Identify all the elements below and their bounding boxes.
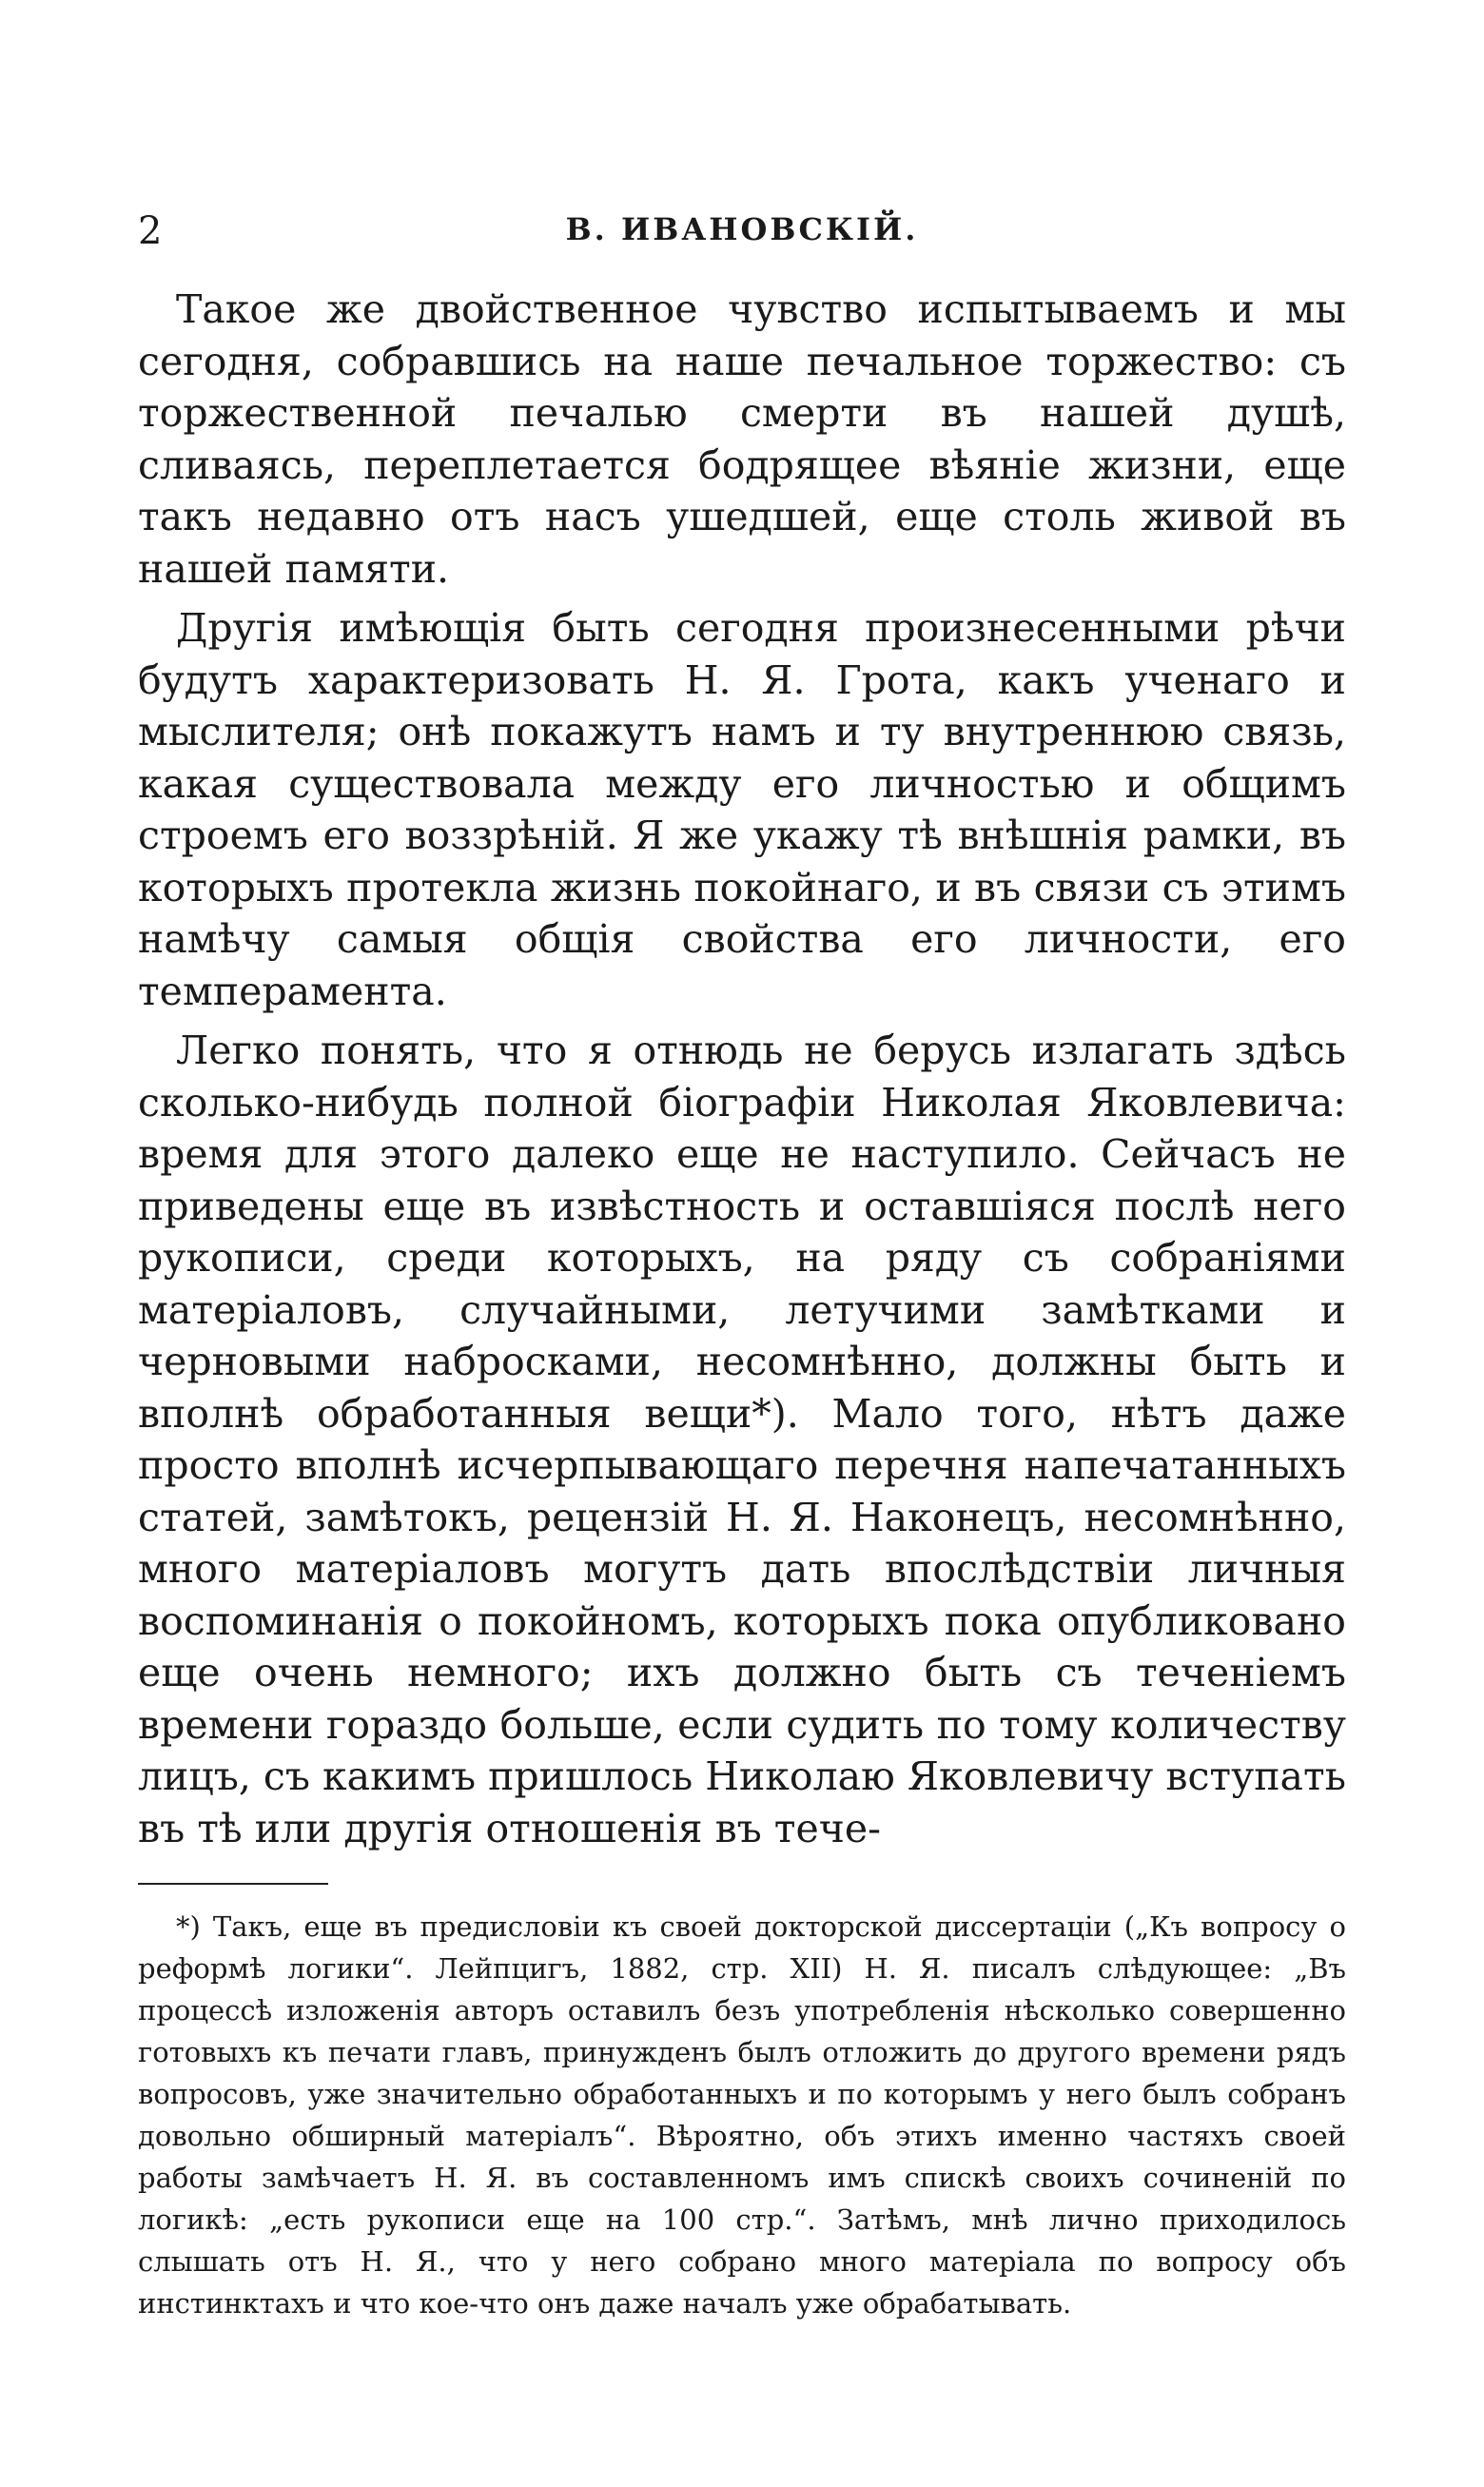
body-text — [138, 284, 1346, 1854]
footnote-divider — [138, 1883, 328, 1885]
book-page — [138, 200, 1346, 2324]
page-header — [138, 200, 1346, 257]
paragraph-3: Легко понять, что я отнюдь не берусь излагать здѣсь сколько-нибудь полной біографіи Николая Яковлевича: время для этого далеко еще не наступило. Сейчасъ не приведены еще въ извѣстность и оставшіяся послѣ него рукописи, среди которыхъ, на ряду съ собраніями матеріаловъ, случайными, летучими замѣтками и черновыми набросками, несомнѣнно, должны быть и вполнѣ обработанныя вещи*). Мало того, нѣтъ даже просто вполнѣ исчерпывающаго перечня напечатанныхъ статей, замѣтокъ, рецензій Н. Я. Наконецъ, несомнѣнно, много матеріаловъ могутъ дать впослѣдствіи личныя воспоминанія о покойномъ, которыхъ пока опубликовано еще очень немного; ихъ должно быть съ теченіемъ времени гораздо больше, если судить по тому количеству лицъ, съ какимъ пришлось Николаю Яковлевичу вступать въ тѣ или другія отношенія въ тече- — [138, 1028, 1346, 1851]
page-number: 2 — [138, 209, 163, 253]
running-title: В. ИВАНОВСКІЙ. — [565, 211, 919, 247]
paragraph-2: Другія имѣющія быть сегодня произнесенными рѣчи будутъ характеризовать Н. Я. Грота, какъ ученаго и мыслителя; онѣ покажутъ намъ и ту внутреннюю связь, какая существовала между его личностью и общимъ строемъ его воззрѣній. Я же укажу тѣ внѣшнія рамки, въ которыхъ протекла жизнь покойнаго, и въ связи съ этимъ намѣчу самыя общія свойства его личности, его темперамента. — [138, 605, 1346, 1014]
paragraph-1: Такое же двойственное чувство испытываемъ и мы сегодня, собравшись на наше печальное торжество: съ торжественной печалью смерти въ нашей душѣ, сливаясь, переплетается бодрящее вѣяніе жизни, еще такъ недавно отъ насъ ушедшей, еще столь живой въ нашей памяти. — [138, 286, 1346, 592]
footnote: *) Такъ, еще въ предисловіи къ своей докторской диссертаціи („Къ вопросу о реформѣ логики“. Лейпцигъ, 1882, стр. XII) Н. Я. писалъ слѣдующее: „Въ процессѣ изложенія авторъ оставилъ безъ употребленія нѣсколько совершенно готовыхъ къ печати главъ, принужденъ былъ отложить до другого времени рядъ вопросовъ, уже значительно обработанныхъ и по которымъ у него былъ собранъ довольно обширный матеріалъ“. Вѣроятно, объ этихъ именно частяхъ своей работы замѣчаетъ Н. Я. въ составленномъ имъ спискѣ своихъ сочиненій по логикѣ: „есть рукописи еще на 100 стр.“. Затѣмъ, мнѣ лично приходилось слышать отъ Н. Я., что у него собрано много матеріала по вопросу объ инстинктахъ и что кое-что онъ даже началъ уже обрабатывать. — [138, 1910, 1346, 2320]
